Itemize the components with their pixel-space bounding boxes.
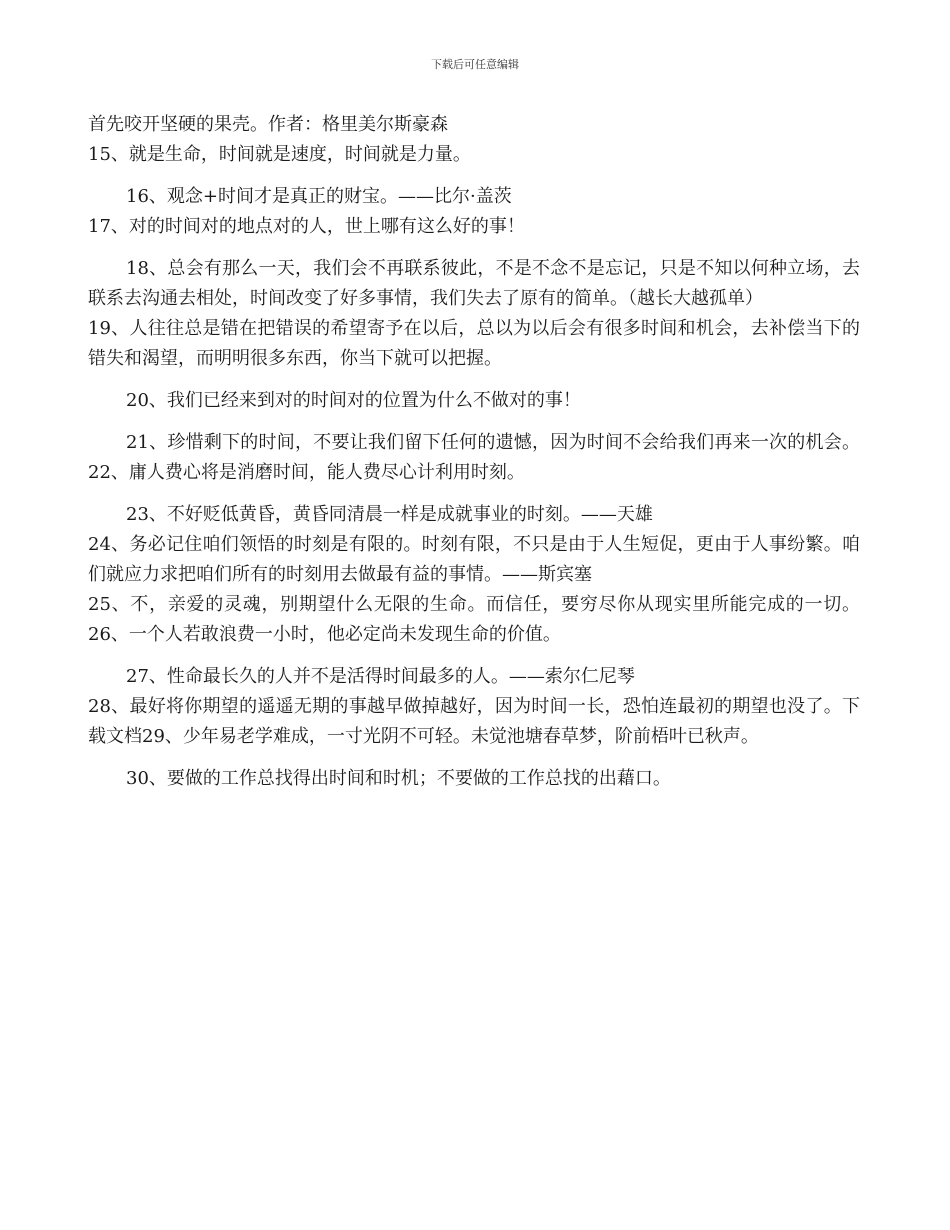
document-body bbox=[88, 110, 860, 794]
paragraph: 16、观念+时间才是真正的财宝。——比尔·盖茨 bbox=[126, 186, 512, 207]
paragraph: 15、就是生命，时间就是速度，时间就是力量。 bbox=[88, 144, 471, 165]
paragraph: 28、最好将你期望的遥遥无期的事越早做掉越好，因为时间一长，恐怕连最初的期望也没了。下载文档29、少年易老学难成，一寸光阴不可轻。未觉池塘春草梦，阶前梧叶已秋声。 bbox=[88, 696, 860, 747]
paragraph: 30、要做的工作总找得出时间和时机；不要做的工作总找的出藉口。 bbox=[126, 768, 671, 789]
paragraph: 18、总会有那么一天，我们会不再联系彼此，不是不念不是忘记，只是不知以何种立场，去联系去沟通去相处，时间改变了好多事情，我们失去了原有的简单。（越长大越孤单） bbox=[88, 258, 860, 309]
paragraph: 24、务必记住咱们领悟的时刻是有限的。时刻有限，不只是由于人生短促，更由于人事纷繁。咱们就应力求把咱们所有的时刻用去做最有益的事情。——斯宾塞 bbox=[88, 534, 860, 585]
paragraph: 25、不，亲爱的灵魂，别期望什么无限的生命。而信任，要穷尽你从现实里所能完成的一切。26、一个人若敢浪费一小时，他必定尚未发现生命的价值。 bbox=[88, 594, 860, 645]
paragraph: 首先咬开坚硬的果壳。作者：格里美尔斯豪森 bbox=[88, 114, 448, 135]
paragraph: 20、我们已经来到对的时间对的位置为什么不做对的事！ bbox=[126, 390, 581, 411]
paragraph: 27、性命最长久的人并不是活得时间最多的人。——索尔仁尼琴 bbox=[126, 666, 635, 687]
paragraph: 21、珍惜剩下的时间，不要让我们留下任何的遗憾，因为时间不会给我们再来一次的机会。22、庸人费心将是消磨时间，能人费尽心计利用时刻。 bbox=[88, 432, 860, 483]
page-header: 下载后可任意编辑 bbox=[431, 58, 519, 71]
paragraph: 19、人往往总是错在把错误的希望寄予在以后，总以为以后会有很多时间和机会，去补偿当下的错失和渴望，而明明很多东西，你当下就可以把握。 bbox=[88, 318, 860, 369]
paragraph: 17、对的时间对的地点对的人，世上哪有这么好的事！ bbox=[88, 216, 525, 237]
paragraph: 23、不好贬低黄昏，黄昏同清晨一样是成就事业的时刻。——天雄 bbox=[126, 504, 653, 525]
